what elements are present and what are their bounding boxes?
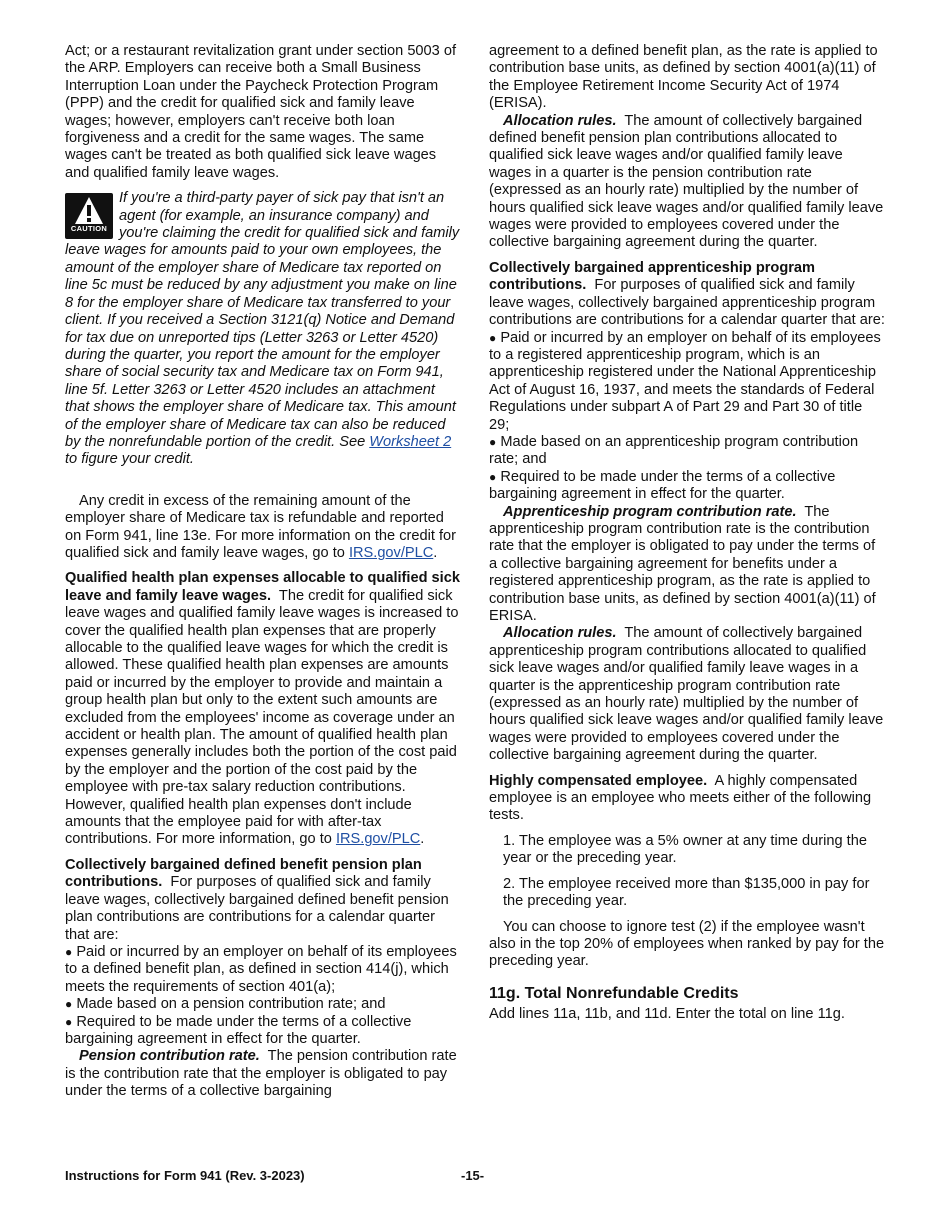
apprenticeship-heading: Collectively bargained apprenticeship program contributions.	[489, 259, 816, 294]
paragraph-health-plan	[65, 570, 461, 849]
pension-rate-body: The pension contribution rate is the contribution rate that the employer is obligated to pay under the terms of a collective bargaining	[65, 1048, 457, 1100]
apprenticeship-rate-heading: Apprenticeship program contribution rate.	[503, 503, 797, 520]
caution-icon	[65, 193, 113, 239]
caution-text: If you're a third-party payer of sick pay that isn't an agent (for example, an insurance company) and you're claiming the credit for qualified sick and family leave wages for amounts paid to your own employees, the amount of the employer share of Medicare tax reported on line 5c must be reduced by any adjustment you make on line 8 for the employer share of Medicare tax transferred to your client. If you received a Section 3121(q) Notice and Demand for tax due on unreported tips (Letter 3263 or Letter 4520) during the quarter, you report the amount for the employer share of social security tax and Medicare tax on Form 941, line 5f. Letter 3263 or Letter 4520 includes an attachment that shows the employer share of Medicare tax. This amount of the employer share of Medicare tax can also be reduced by the nonrefundable portion of the credit. See	[65, 190, 460, 450]
pension-bullet-1-text: Paid or incurred by an employer on behalf of its employees to a defined benefit plan, as defined in section 414(j), which meets the requirements of section 401(a);	[65, 943, 457, 995]
pension-plan-body: For purposes of qualified sick and family leave wages, collectively bargained defined benefit pension plan contributions are contributions for a calendar quarter that are:	[65, 874, 449, 943]
paragraph-highly-compensated	[489, 773, 886, 825]
pension-plan-heading: Collectively bargained defined benefit pension plan contributions.	[65, 856, 422, 891]
paragraph-allocation-rules-2	[489, 625, 886, 764]
footer-page-number: -15-	[461, 1168, 485, 1183]
paragraph-ignore-test: You can choose to ignore test (2) if the employee wasn't also in the top 20% of employees when ranked by pay for the preceding year.	[489, 918, 885, 970]
pension-bullet-3: ● Required to be made under the terms of a collective bargaining agreement in effect for the quarter.	[65, 1013, 412, 1047]
test-1: 1. The employee was a 5% owner at any time during the year or the preceding year.	[503, 832, 867, 867]
pension-bullet-3-text: Required to be made under the terms of a collective bargaining agreement in effect for the quarter.	[65, 1013, 412, 1047]
paragraph-apprenticeship-rate	[489, 504, 886, 626]
pension-bullet-2-text: Made based on a pension contribution rate; and	[76, 996, 386, 1013]
irs-plc-link-2[interactable]: IRS.gov/PLC	[335, 831, 421, 848]
test-2: 2. The employee received more than $135,000 in pay for the preceding year.	[503, 875, 870, 910]
apprenticeship-bullet-3-text: Required to be made under the terms of a collective bargaining agreement in effect for the quarter.	[489, 468, 836, 503]
section-title-11g: 11g. Total Nonrefundable Credits	[489, 984, 739, 1002]
allocation-rules-1-body: The amount of collectively bargained defined benefit pension plan contributions allocated to qualified sick leave wages and/or qualified family leave wages in a quarter is the pension contribution rate (expressed as an hourly rate) multiplied by the number of hours qualified sick leave wages and/or qualified family leave wages were provided to employees covered under the collective bargaining agreement during the quarter.	[489, 112, 884, 251]
apprenticeship-bullet-1: ● Paid or incurred by an employer on behalf of its employees to a registered apprenticeship program, which is an apprenticeship registered under the National Apprenticeship Act of August 16, 1937, and meets the standards of Federal Regulations under subpart A of Part 29 and Part 30 of title 29;	[489, 329, 881, 433]
allocation-rules-1-heading: Allocation rules.	[503, 112, 617, 129]
caution-note	[65, 190, 461, 469]
paragraph-apprenticeship	[489, 260, 886, 330]
left-column	[65, 43, 461, 1101]
health-plan-body: The credit for qualified sick leave wages and qualified family leave wages is increased to cover the qualified health plan expenses that are properly allocable to the qualified leave wages for which the credit is allowed. These qualified health plan expenses are amounts paid or incurred by the employer to provide and maintain a group health plan but only to the extent such amounts are excluded from the employees' income as coverage under an accident or health plan. The amount of qualified health plan expenses generally includes both the portion of the cost paid by the employer and the portion of the cost paid by the employee with pre-tax salary reduction contributions. However, qualified health plan expenses don't include amounts that the employee paid for with after-tax contributions. For more information, go to	[65, 587, 459, 848]
apprenticeship-bullet-3: ● Required to be made under the terms of a collective bargaining agreement in effect for the quarter.	[489, 468, 836, 503]
caution-label: CAUTION	[70, 223, 108, 233]
footer-form-title: Instructions for Form 941 (Rev. 3-2023)	[65, 1168, 305, 1183]
apprenticeship-rate-body: The apprenticeship program contribution rate is the contribution rate that the employer is obligated to pay under the terms of a collective bargaining agreement for benefits under a registered apprenticeship program, as the rate is applied to contribution base units, as defined by section 4001(a)(11) of ERISA.	[489, 503, 876, 624]
section-body-11g: Add lines 11a, 11b, and 11d. Enter the total on line 11g.	[489, 1006, 845, 1023]
apprenticeship-bullet-1-text: Paid or incurred by an employer on behalf of its employees to a registered apprenticeship program, which is an apprenticeship registered under the National Apprenticeship Act of August 16, 1937, and meets the standards of Federal Regulations under subpart A of Part 29 and Part 30 of title 29;	[489, 329, 881, 433]
right-column	[489, 43, 886, 1024]
refundable-tail: .	[433, 544, 438, 561]
irs-plc-link-1[interactable]: IRS.gov/PLC	[348, 544, 434, 561]
paragraph-refundable-credit	[65, 493, 461, 563]
pension-bullet-1: ● Paid or incurred by an employer on behalf of its employees to a defined benefit plan, as defined in section 414(j), which meets the requirements of section 401(a);	[65, 943, 457, 995]
paragraph-pension-plan	[65, 857, 461, 944]
apprenticeship-body: For purposes of qualified sick and family leave wages, collectively bargained apprenticeship program contributions are contributions for a calendar quarter that are:	[489, 277, 885, 329]
pension-bullet-2: ● Made based on a pension contribution rate; and	[65, 996, 386, 1013]
highly-compensated-heading: Highly compensated employee.	[489, 772, 708, 789]
health-plan-heading: Qualified health plan expenses allocable to qualified sick leave and family leave wages.	[65, 570, 460, 604]
paragraph-allocation-rules-1	[489, 113, 886, 252]
paragraph-pension-rate	[65, 1048, 461, 1100]
pension-rate-heading: Pension contribution rate.	[79, 1048, 260, 1065]
highly-compensated-body: A highly compensated employee is an employee who meets either of the following tests.	[489, 772, 872, 824]
worksheet-2-link[interactable]: Worksheet 2	[369, 433, 452, 450]
page-footer	[65, 1168, 886, 1186]
allocation-rules-2-body: The amount of collectively bargained apprenticeship program contributions allocated to qualified sick leave wages and/or qualified family leave wages in a quarter is the apprenticeship program contribution rate (expressed as an hourly rate) multiplied by the number of hours qualified sick leave wages and/or qualified family leave wages were provided to employees covered under the collective bargaining agreement during the quarter.	[489, 625, 884, 764]
apprenticeship-bullet-2: ● Made based on an apprenticeship program contribution rate; and	[489, 433, 859, 468]
paragraph-erisa-continuation: agreement to a defined benefit plan, as the rate is applied to contribution base units, as defined by section 4001(a)(11) of the Employee Retirement Income Security Act of 1974 (ERISA).	[489, 43, 878, 112]
health-plan-tail: .	[420, 831, 425, 848]
apprenticeship-bullet-2-text: Made based on an apprenticeship program contribution rate; and	[489, 433, 859, 468]
caution-tail: to figure your credit.	[65, 451, 194, 468]
paragraph-arp-grants: Act; or a restaurant revitalization grant under section 5003 of the ARP. Employers can receive both a Small Business Interruption Loan under the Paycheck Protection Program (PPP) and the credit for qualified sick and family leave wages; however, employers can't receive both loan forgiveness and a credit for the same wages. The same wages can't be treated as both qualified sick leave wages and qualified family leave wages.	[65, 43, 457, 181]
allocation-rules-2-heading: Allocation rules.	[503, 625, 617, 642]
refundable-text: Any credit in excess of the remaining amount of the employer share of Medicare tax is refundable and reported on Form 941, line 13e. For more information on the credit for qualified sick and family leave wages, go to	[65, 492, 456, 561]
